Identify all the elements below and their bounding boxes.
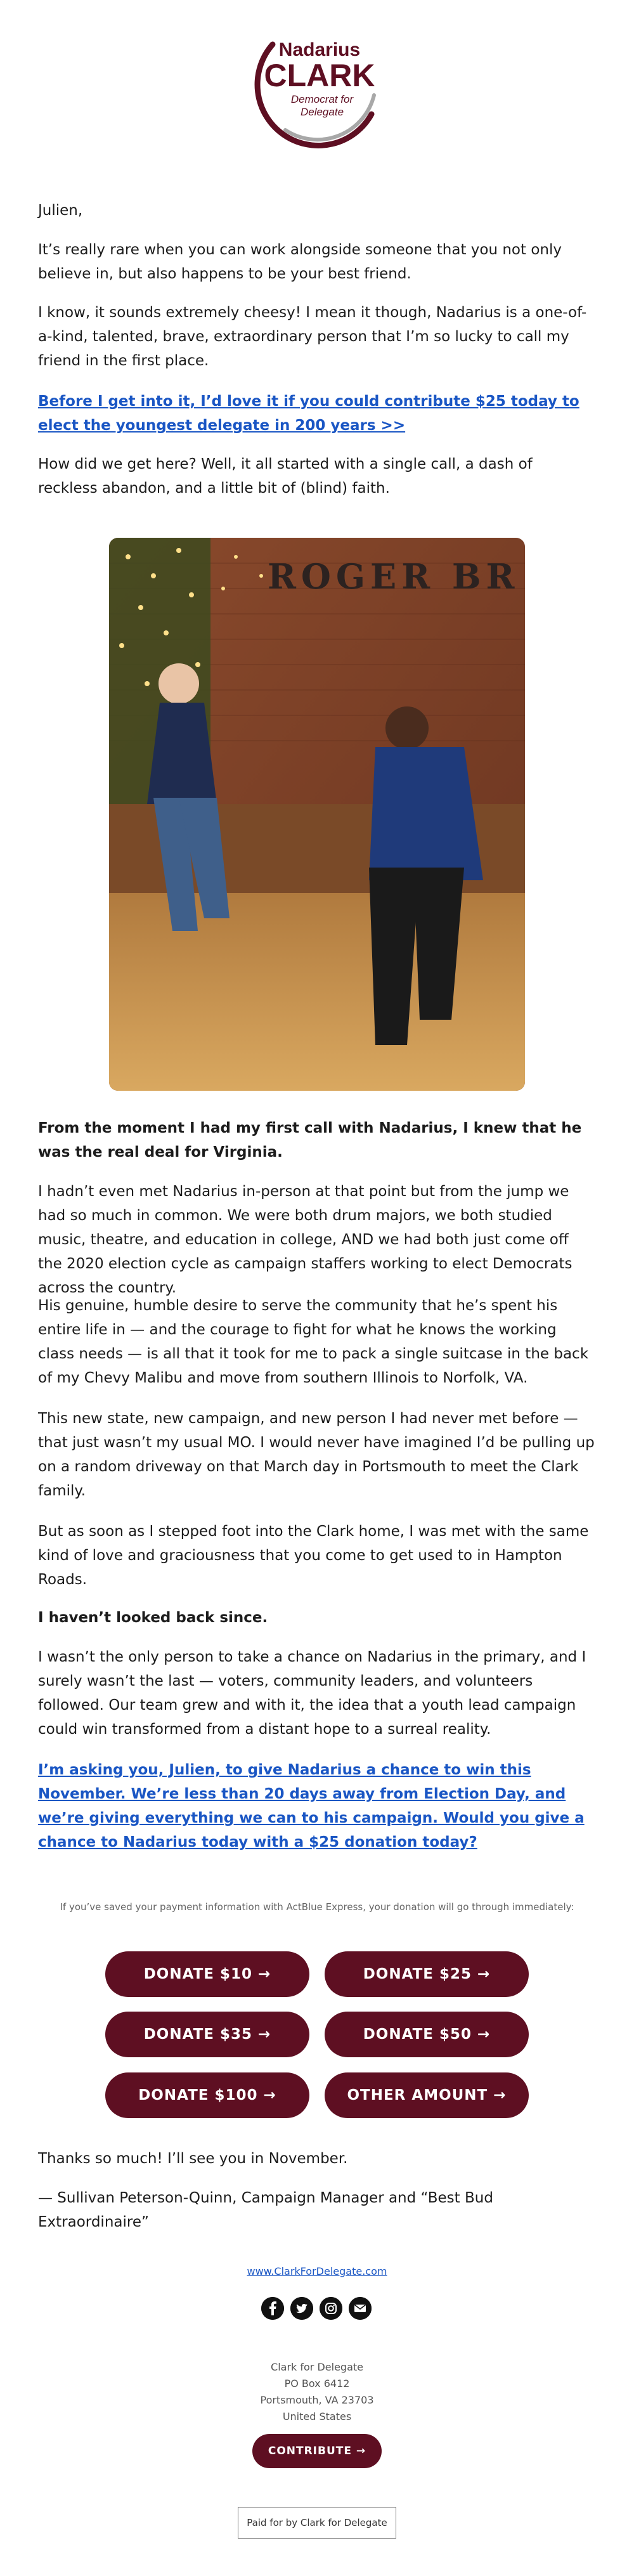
- address-city: Portsmouth, VA 23703: [260, 2394, 374, 2406]
- campaign-photo: [109, 538, 525, 1091]
- actblue-note: If you’ve saved your payment information with ActBlue Express, your donation will go through immediately:: [60, 1901, 574, 1913]
- paragraph-8: I wasn’t the only person to take a chance on Nadarius in the primary, and I surely wasn’t the last — voters, community leaders, and volunteers followed. Our team grew and with it, the idea that a youth lead campaign could win transformed from a distant hope to a surreal reality.: [38, 1649, 586, 1738]
- instagram-icon[interactable]: [320, 2297, 342, 2320]
- logo-first-name: Nadarius: [278, 39, 361, 60]
- logo-last-name: CLARK: [264, 58, 375, 93]
- contribute-link-2[interactable]: I’m asking you, Julien, to give Nadarius a chance to win this November. We’re less than 20 days away from Election Day, and we’re giving everything we can to his campaign. Would you give a chance to Nadarius today with a $25 donation today?: [38, 1762, 585, 1851]
- donate-10-button[interactable]: DONATE $10 →: [105, 1951, 309, 1997]
- other-amount-button[interactable]: OTHER AMOUNT →: [325, 2072, 529, 2118]
- facebook-icon[interactable]: [261, 2297, 284, 2320]
- website-link[interactable]: www.ClarkForDelegate.com: [247, 2265, 387, 2277]
- donate-35-button[interactable]: DONATE $35 →: [105, 2012, 309, 2057]
- thanks-line: Thanks so much! I’ll see you in November.: [38, 2150, 348, 2167]
- photo-sign-text: ROGER BR: [268, 556, 520, 597]
- paragraph-2: I know, it sounds extremely cheesy! I mean it though, Nadarius is a one-of-a-kind, talented, brave, extraordinary person that I’m so lucky to call my friend in the first place.: [38, 304, 587, 369]
- paid-for-disclaimer: Paid for by Clark for Delegate: [238, 2507, 396, 2539]
- address-country: United States: [282, 2410, 352, 2423]
- address-pobox: PO Box 6412: [284, 2378, 350, 2390]
- paragraph-1: It’s really rare when you can work alongside someone that you not only believe in, but also happens to be your best friend.: [38, 242, 562, 282]
- donate-25-button[interactable]: DONATE $25 →: [325, 1951, 529, 1997]
- paragraph-7: But as soon as I stepped foot into the Clark home, I was met with the same kind of love and graciousness that you come to get used to in Hampton Roads.: [38, 1523, 589, 1588]
- greeting: Julien,: [38, 202, 83, 219]
- logo-tagline-1: Democrat for: [290, 93, 354, 105]
- contribute-link-1[interactable]: Before I get into it, I’d love it if you could contribute $25 today to elect the youngest delegate in 200 years >>: [38, 393, 579, 434]
- logo-tagline-2: Delegate: [300, 106, 344, 118]
- email-icon[interactable]: [349, 2297, 372, 2320]
- address-org: Clark for Delegate: [271, 2361, 363, 2373]
- campaign-logo: [247, 19, 387, 152]
- donate-100-button[interactable]: DONATE $100 →: [105, 2072, 309, 2118]
- paragraph-3: How did we get here? Well, it all started with a single call, a dash of reckless abandon, and a little bit of (blind) faith.: [38, 456, 533, 497]
- bold-heading-1: From the moment I had my first call with Nadarius, I knew that he was the real deal for Virginia.: [38, 1120, 582, 1161]
- donate-50-button[interactable]: DONATE $50 →: [325, 2012, 529, 2057]
- paragraph-5: His genuine, humble desire to serve the community that he’s spent his entire life in — and the courage to fight for what he knows the working class needs — is all that it took for me to pack a single suitcase in the back of my Chevy Malibu and move from southern Illinois to Norfolk, VA.: [38, 1298, 589, 1386]
- paragraph-4: I hadn’t even met Nadarius in-person at that point but from the jump we had so much in common. We were both drum majors, we both studied music, theatre, and education in college, AND we had both just come off the 2020 election cycle as campaign staffers working to elect Democrats across the country.: [38, 1183, 573, 1296]
- contribute-button[interactable]: CONTRIBUTE →: [252, 2434, 382, 2468]
- bold-heading-2: I haven’t looked back since.: [38, 1610, 268, 1626]
- paragraph-6: This new state, new campaign, and new person I had never met before — that just wasn’t my usual MO. I would never have imagined I’d be pulling up on a random driveway on that March day in Portsmouth to meet the Clark family.: [38, 1410, 595, 1499]
- social-links: [261, 2297, 373, 2322]
- signature: — Sullivan Peterson-Quinn, Campaign Manager and “Best Bud Extraordinaire”: [38, 2190, 493, 2230]
- twitter-icon[interactable]: [290, 2297, 313, 2320]
